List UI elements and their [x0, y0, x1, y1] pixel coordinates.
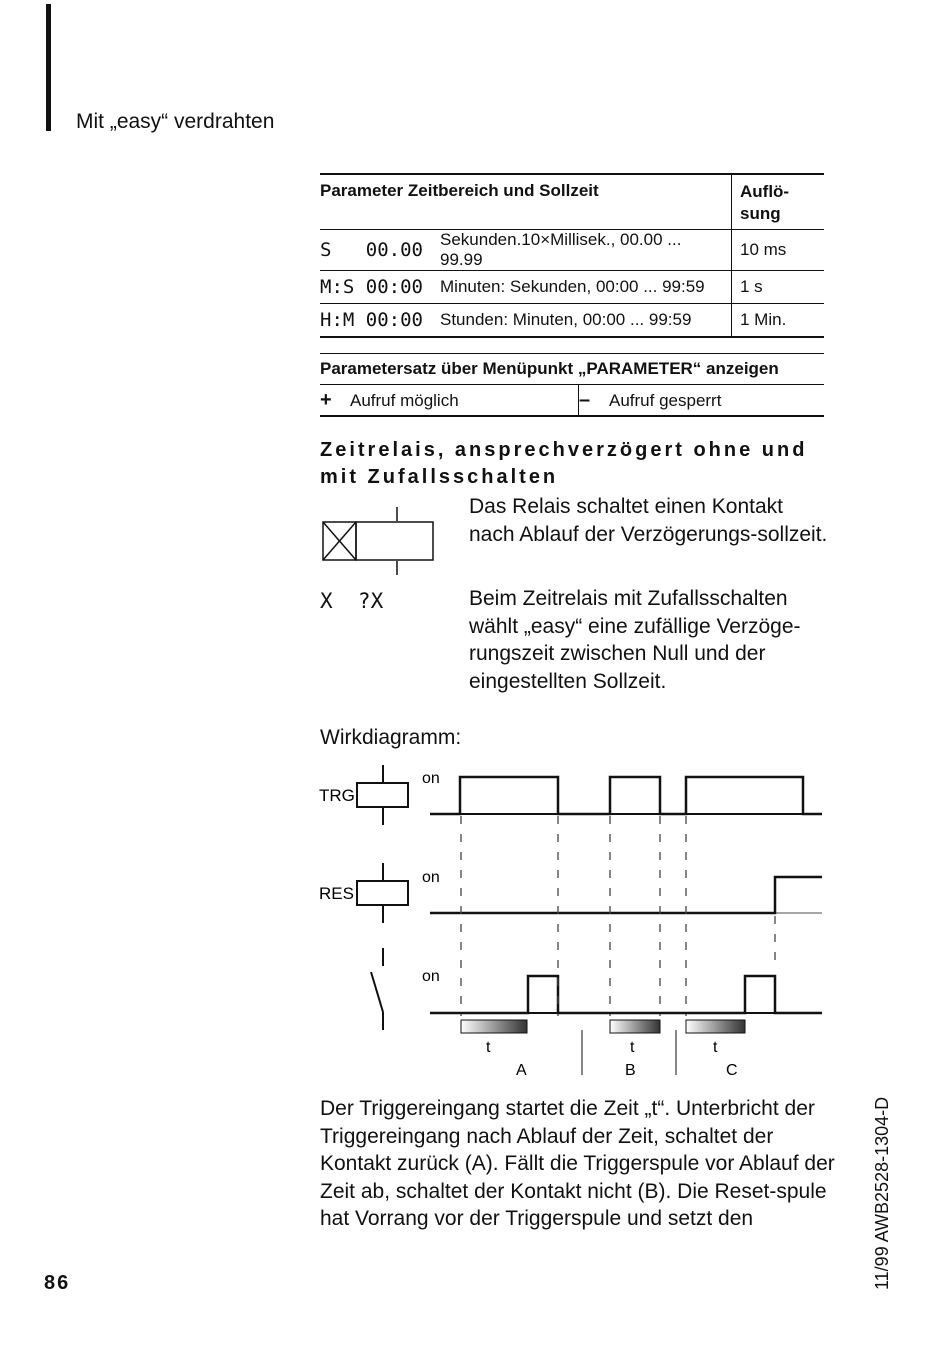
minus-label: Aufruf gesperrt	[609, 390, 722, 410]
trg-signal	[430, 777, 822, 814]
coil-code-label: X ?X	[320, 589, 384, 613]
time-code: M:S 00:00	[320, 271, 432, 304]
trg-label: TRG	[319, 786, 355, 805]
time-desc: Minuten: Sekunden, 00:00 ... 99:59	[432, 271, 732, 304]
trg-coil-symbol	[357, 765, 408, 825]
guide-lines	[461, 816, 775, 1016]
t-label: t	[713, 1039, 718, 1056]
case-c-label: C	[726, 1062, 738, 1079]
t-label: t	[486, 1039, 491, 1056]
time-res: 1 Min.	[732, 304, 825, 338]
page-header: Mit „easy“ verdrahten	[76, 110, 275, 133]
res-signal	[430, 877, 822, 913]
minus-symbol: –	[579, 388, 591, 411]
document-code: 11/99 AWB2528-1304-D	[872, 1096, 892, 1290]
case-a-label: A	[516, 1062, 527, 1079]
time-code: H:M 00:00	[320, 304, 432, 338]
res-label: RES	[319, 884, 354, 903]
paragraph-random: Beim Zeitrelais mit Zufallsschalten wählt „easy“ eine zufällige Verzöge-rungszeit zwischen Null und der eingestellten Sollzeit.	[469, 587, 801, 693]
time-bar-a	[461, 1020, 527, 1033]
time-desc: Sekunden.10×Millisek., 00.00 ... 99.99	[432, 230, 732, 271]
body-text: Der Triggereingang startet die Zeit „t“. Unterbricht der Triggereingang nach Ablauf der Zeit, schaltet der Kontakt zurück (A). Fällt die Triggerspule vor Ablauf der Zeit ab, schaltet der Kontakt nicht (B). Die Reset-spule hat Vorrang vor der Triggerspule und setzt den	[320, 1097, 835, 1230]
time-res: 1 s	[732, 271, 825, 304]
paragraph-relay: Das Relais schaltet einen Kontakt nach Ablauf der Verzögerungs-sollzeit.	[469, 495, 828, 546]
plus-label: Aufruf möglich	[350, 390, 459, 410]
time-res: 10 ms	[732, 230, 825, 271]
time-bar-c	[686, 1020, 745, 1033]
diagram-heading: Wirkdiagramm:	[320, 726, 462, 749]
on-label: on	[422, 869, 440, 886]
page-number: 86	[44, 1272, 71, 1294]
contact-symbol	[371, 948, 383, 1030]
param-table-title: Parametersatz über Menüpunkt „PARAMETER“ anzeigen	[320, 354, 824, 385]
time-desc: Stunden: Minuten, 00:00 ... 99:59	[432, 304, 732, 338]
contact-signal	[430, 976, 822, 1013]
section-title: Zeitrelais, ansprechverzögert ohne und mit Zufallsschalten	[320, 439, 808, 488]
col-res-header: Auflö- sung	[732, 174, 825, 230]
on-label: on	[422, 968, 440, 985]
plus-symbol: +	[320, 388, 332, 411]
res-coil-symbol	[357, 863, 408, 923]
time-code: S 00.00	[320, 230, 432, 271]
col-param-header: Parameter Zeitbereich und Sollzeit	[320, 174, 732, 230]
on-label: on	[422, 770, 440, 787]
t-label: t	[630, 1039, 635, 1056]
case-b-label: B	[625, 1062, 636, 1079]
time-bar-b	[610, 1020, 660, 1033]
